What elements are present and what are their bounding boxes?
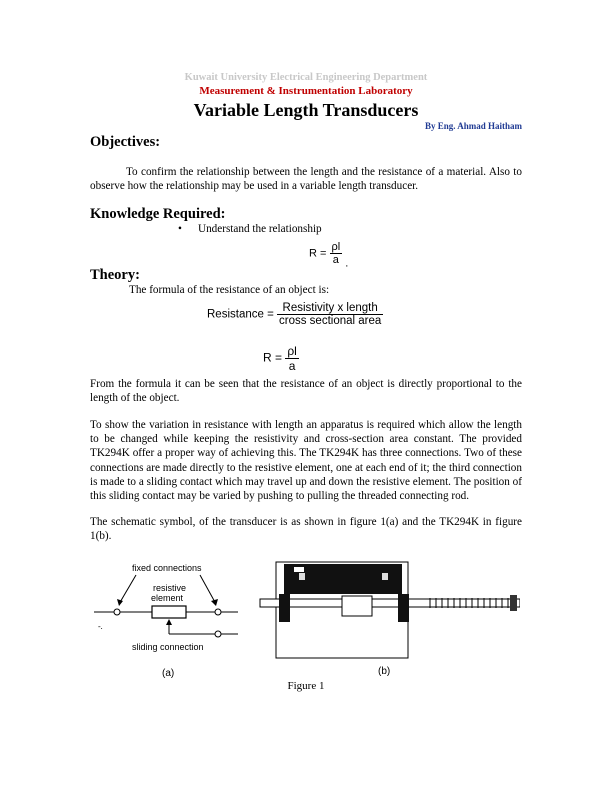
subfigure-a-label: (a) [162, 668, 175, 679]
formula2-lhs: R = [263, 350, 283, 365]
right-terminal [215, 609, 221, 615]
formula-fraction [330, 241, 343, 266]
rod-support-left [279, 594, 290, 622]
threaded-rod [260, 599, 520, 607]
label-resistive: resistive [153, 583, 187, 593]
bullet-text: Understand the relationship [198, 223, 322, 235]
wiper-terminal [215, 631, 221, 637]
lab-line: Measurement & Instrumentation Laboratory [199, 85, 413, 97]
theory-intro: The formula of the resistance of an object is: [129, 284, 330, 296]
theory-paragraph-2: To show the variation in resistance with length an apparatus is required which allow the length to be changed while keeping the resistivity and cross-section area constant. The provided TK294K offer a proper way of achieving this. The TK294K has three connections. Two of these connections are made directly to the resistive element, one at each end of it; the third connection is made to a sliding contact which may travel up and down the resistive element. The position of this sliding contact may be varied by pushing to pulling the threaded connecting rod. [90, 419, 522, 503]
objectives-text: To confirm the relationship between the length and the resistance of a material. Also to observe how the relationship may be used in a variable length transducer. [90, 166, 522, 193]
resistance-formula [207, 302, 383, 327]
formula-numerator: ρl [331, 241, 341, 253]
formula-denominator: a [332, 254, 339, 266]
theory-paragraph-1: From the formula it can be seen that the resistance of an object is directly proportional to the length of the object. [90, 378, 522, 405]
formula2-fraction [285, 344, 299, 373]
sliding-block [342, 596, 372, 616]
fixed-arrowhead-left [117, 599, 123, 606]
fixed-arrow-right [200, 575, 216, 604]
wiper-arrowhead [166, 619, 172, 625]
rod-knob [510, 595, 517, 611]
theory-heading: Theory: [90, 267, 140, 283]
r-formula [263, 344, 299, 373]
theory-paragraph-3: The schematic symbol, of the transducer is as shown in figure 1(a) and the TK294K in figure 1(b). [90, 516, 522, 543]
subfigure-b-label: (b) [378, 666, 391, 677]
figure-1a-schematic [92, 560, 242, 680]
resistor-body [152, 606, 186, 618]
objectives-heading: Objectives: [90, 134, 161, 150]
fixed-arrow-left [119, 575, 136, 604]
page-title: Variable Length Transducers [193, 100, 419, 120]
formula1-denominator: cross sectional area [279, 315, 382, 327]
knowledge-heading: Knowledge Required: [90, 206, 226, 222]
rod-support-right [398, 594, 409, 622]
figure-1b-tk294k [258, 558, 520, 678]
formula-trail: . [345, 257, 349, 270]
label-sliding-connection: sliding connection [132, 642, 204, 652]
stray-mark: -. [98, 622, 103, 631]
knowledge-bullet [178, 223, 322, 235]
label-fixed-connections: fixed connections [132, 563, 202, 573]
panel-highlight [294, 567, 304, 572]
formula2-denominator: a [288, 359, 296, 373]
figure-caption: Figure 1 [287, 680, 325, 692]
formula1-fraction [277, 302, 383, 327]
label-element: element [151, 593, 184, 603]
formula-lhs: R = [309, 247, 327, 260]
formula1-numerator: Resistivity x length [277, 302, 383, 315]
formula1-lhs: Resistance = [207, 308, 274, 321]
terminal-a [299, 573, 305, 580]
left-terminal [114, 609, 120, 615]
formula2-numerator: ρl [287, 344, 297, 358]
bullet-icon: • [178, 223, 182, 235]
fixed-arrowhead-right [211, 599, 218, 606]
author-line: By Eng. Ahmad Haitham [424, 121, 522, 131]
knowledge-formula [309, 241, 348, 269]
department-line: Kuwait University Electrical Engineering Department [184, 72, 428, 83]
terminal-b [382, 573, 388, 580]
